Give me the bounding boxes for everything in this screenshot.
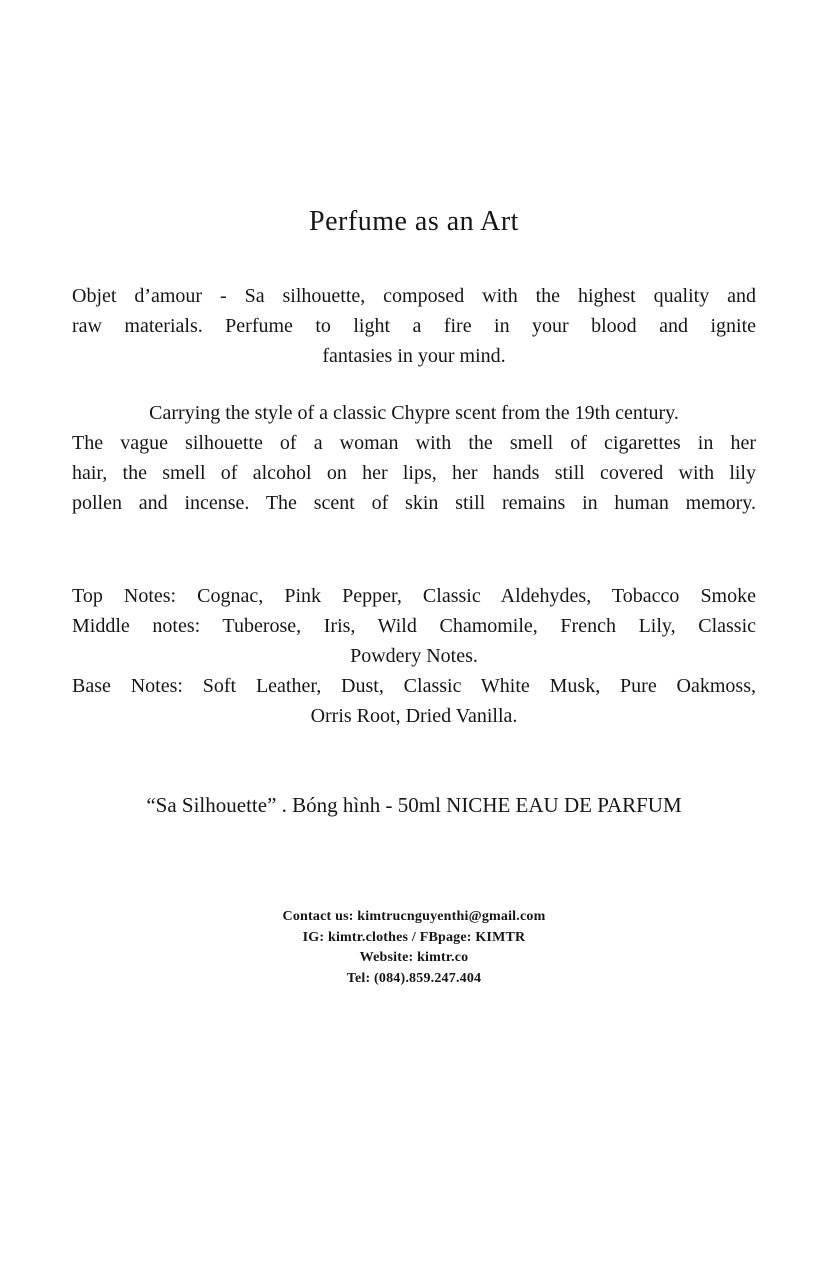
base-notes-line-1: Base Notes: Soft Leather, Dust, Classic White Musk, Pure Oakmoss, bbox=[72, 675, 756, 697]
contact-website-line: Website: kimtr.co bbox=[359, 950, 469, 965]
contact-section bbox=[72, 907, 756, 989]
intro-line-1: Objet d’amour - Sa silhouette, composed with the highest quality and bbox=[72, 285, 756, 307]
base-notes-line-2: Orris Root, Dried Vanilla. bbox=[310, 705, 518, 727]
intro-line-3: fantasies in your mind. bbox=[322, 345, 506, 367]
document-page bbox=[72, 205, 756, 989]
notes-section bbox=[72, 581, 756, 731]
story-line-4: pollen and incense. The scent of skin still remains in human memory. bbox=[72, 492, 756, 514]
contact-tel-line: Tel: (084).859.247.404 bbox=[346, 970, 482, 986]
intro-paragraph bbox=[72, 281, 756, 371]
product-name-line: “Sa Silhouette” . Bóng hình - 50ml NICHE EAU DE PARFUM bbox=[146, 793, 682, 817]
story-line-3: hair, the smell of alcohol on her lips, her hands still covered with lily bbox=[72, 462, 756, 484]
contact-social-line: IG: kimtr.clothes / FBpage: KIMTR bbox=[302, 929, 526, 945]
middle-notes-line-2: Powdery Notes. bbox=[350, 645, 478, 667]
top-notes-line: Top Notes: Cognac, Pink Pepper, Classic Aldehydes, Tobacco Smoke bbox=[72, 585, 756, 607]
story-paragraph bbox=[72, 398, 756, 518]
page-title: Perfume as an Art bbox=[309, 206, 519, 237]
intro-line-2: raw materials. Perfume to light a fire in your blood and ignite bbox=[72, 315, 756, 337]
story-line-1: Carrying the style of a classic Chypre scent from the 19th century. bbox=[149, 402, 679, 424]
contact-email-line: Contact us: kimtrucnguyenthi@gmail.com bbox=[282, 909, 546, 924]
story-line-2: The vague silhouette of a woman with the smell of cigarettes in her bbox=[72, 432, 756, 454]
middle-notes-line-1: Middle notes: Tuberose, Iris, Wild Chamomile, French Lily, Classic bbox=[72, 615, 756, 637]
